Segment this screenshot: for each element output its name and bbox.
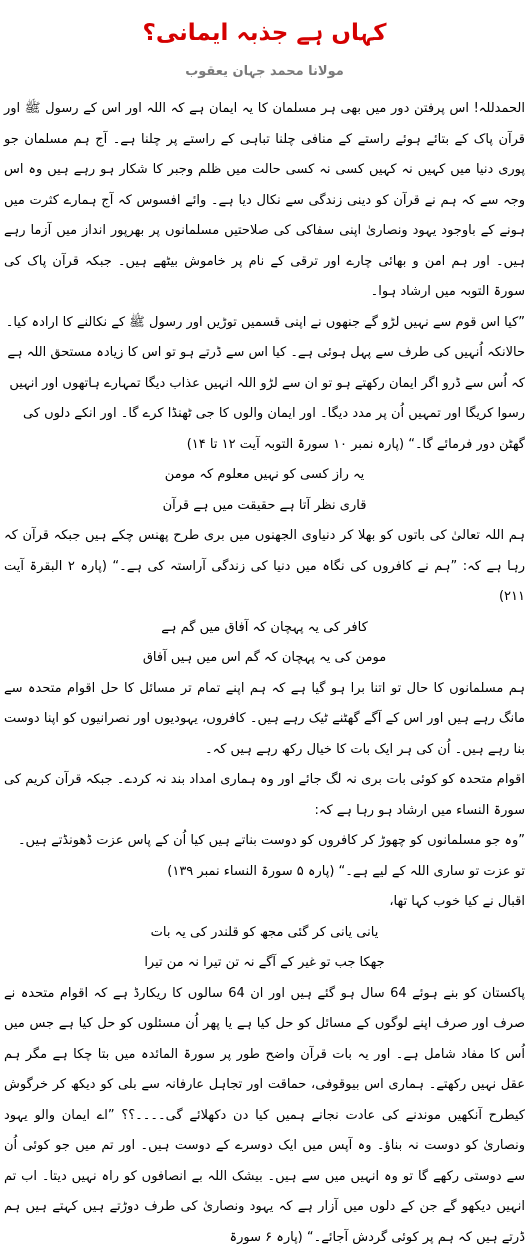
paragraph-iqbal: اقبال نے کیا خوب کہا تھا،	[389, 894, 525, 909]
verse-line: یہ راز کسی کو نہیں معلوم کہ مومن	[164, 467, 365, 482]
verse-line: مومن کی یہ پہچان کہ گم اس میں ہیں آفاق	[142, 650, 387, 665]
paragraph-2: ہم اللہ تعالیٰ کی باتوں کو بھلا کر دنیاوی الجھنوں میں بری طرح پھنس چکے ہیں جبکہ قرآن کہ رہا ہے کہ: ”ہم نے کافروں کی نگاہ میں دنیا کی زندگی آراستہ کی ہے۔“ (پارہ ۲ البقرۃ آیت ۲۱۱)	[4, 528, 526, 604]
paragraph-1: الحمدللہ! اس پرفتن دور میں بھی ہر مسلمان کا یہ ایمان ہے کہ اللہ اور اس کے رسول ﷺ اور قرآن پاک کے بتائے ہوئے راستے کے منافی چلنا تباہی کے راستے پر چلنا ہے۔ آج ہم مسلمان جو پوری دنیا میں کہیں نہ کہیں کسی نہ کسی حالت میں ظلم وجبر کا شکار ہو رہے ہیں وہ اس وجہ سے کہ ہم نے قرآن کو دینی زندگی سے نکال دیا ہے۔ وائے افسوس کہ آج ہمارے کثرت میں ہونے کے باوجود یہود ونصاریٰ اپنی سفاکی کی صلاحتیں مسلمانوں پر بھرپور انداز میں آزما رہے ہیں۔ اور ہم امن و بھائی چارے اور ترقی کے نام پر خاموش بیٹھے ہیں۔ جبکہ قرآن پاک کی سورۃ التوبہ میں ارشاد ہوا۔	[4, 101, 525, 299]
paragraph-4: اقوام متحدہ کو کوئی بات بری نہ لگ جائے اور وہ ہماری امداد بند نہ کردے۔ جبکہ قرآن کریم کی سورۃ النساء میں ارشاد ہو رہا ہے کہ:	[4, 772, 525, 818]
quote-tauba: ”کیا اس قوم سے نہیں لڑو گے جنھوں نے اپنی قسمیں توڑیں اور رسول ﷺ کے نکالنے کا ارادہ کیا۔ حالانکہ اُنہیں کی طرف سے پہل ہوئی ہے۔ کیا اس سے ڈرتے ہو تو اس کا زیادہ مستحق اللہ ہے کہ اُس سے ڈرو اگر ایمان رکھتے ہو تو ان سے لڑو اللہ انہیں عذاب دیگا تمہارے ہاتھوں اور انہیں رسوا کریگا اور تمہیں اُن پر مدد دیگا۔ اور ایمان والوں کا جی ٹھنڈا کرے گا۔ اور انکے دلوں کی گھٹن دور فرمائے گا۔“ (پارہ نمبر ۱۰ سورۃ التوبہ آیت ۱۲ تا ۱۴)	[5, 314, 525, 452]
article-author: مولانا محمد جہان یعقوب	[185, 64, 344, 79]
article-body	[4, 94, 525, 1253]
verse-line: جھکا جب تو غیر کے آگے نہ تن تیرا نہ من تیرا	[144, 955, 385, 970]
paragraph-3: ہم مسلمانوں کا حال تو اتنا برا ہو گیا ہے کہ ہم اپنے تمام تر مسائل کا حل اقوام متحدہ سے مانگ رہے ہیں اور اس کے آگے گھٹنے ٹیک رہے ہیں۔ کافروں، یہودیوں اور نصرانیوں کو اپنا دوست بنا رہے ہیں۔ اُن کی ہر ایک بات کا خیال رکھ رہے ہیں کہ۔	[4, 680, 525, 757]
verse-line: کافر کی یہ پہچان کہ آفاق میں گم ہے	[161, 619, 368, 635]
article-title: کہاں ہے جذبہ ایمانی؟	[142, 20, 387, 46]
verse-line: یانی یانی کر گئی مجھ کو قلندر کی یہ بات	[150, 924, 379, 940]
verse-line: قاری نظر آتا ہے حقیقت میں ہے قرآن	[162, 497, 367, 513]
quote-nisa: ”وہ جو مسلمانوں کو چھوڑ کر کافروں کو دوست بناتے ہیں کیا اُن کے پاس عزت ڈھونڈتے ہیں۔ تو عزت تو ساری اللہ کے لیے ہے۔“ (پارہ ۵ سورۃ النساء نمبر ۱۳۹)	[17, 833, 525, 879]
paragraph-5: پاکستان کو بنے ہوئے 64 سال ہو گئے ہیں اور ان 64 سالوں کا ریکارڈ ہے کہ اقوام متحدہ نے صرف اور صرف اپنے لوگوں کے مسائل کو حل کیا ہے یا پھر اُن مسئلوں کو حل کیا ہے جس میں اُس کا مفاد شامل ہے۔ اور یہ بات قرآن واضح طور پر سورۃ المائدہ میں بتا چکا ہے مگر ہم عقل نہیں رکھتے۔ ہماری اس بیوقوفی، حماقت اور تجاہل عارفانہ سے بلی کو دیکھ کر خرگوش کیطرح آنکھیں موندنے کی عادت نجانے ہمیں کیا دن دکھلائے گی۔۔۔۔؟؟ ”اے ایمان والو یہود ونصاریٰ کو دوست نہ بناؤ۔ وہ آپس میں ایک دوسرے کے دوست ہیں۔ اور تم میں جو کوئی اُن سے دوستی رکھے گا تو وہ انہیں میں سے ہیں۔ بیشک اللہ بے انصافوں کو راہ نہیں دیتا۔ اب تم انہیں دیکھو گے جن کے دلوں میں آزار ہے کہ یہود ونصاریٰ کی طرف دوڑتے ہیں کہتے ہیں ہم ڈرتے ہیں کہ ہم پر کوئی گردش آجائے۔“ (پارہ ۶ سورۃ	[4, 985, 525, 1245]
